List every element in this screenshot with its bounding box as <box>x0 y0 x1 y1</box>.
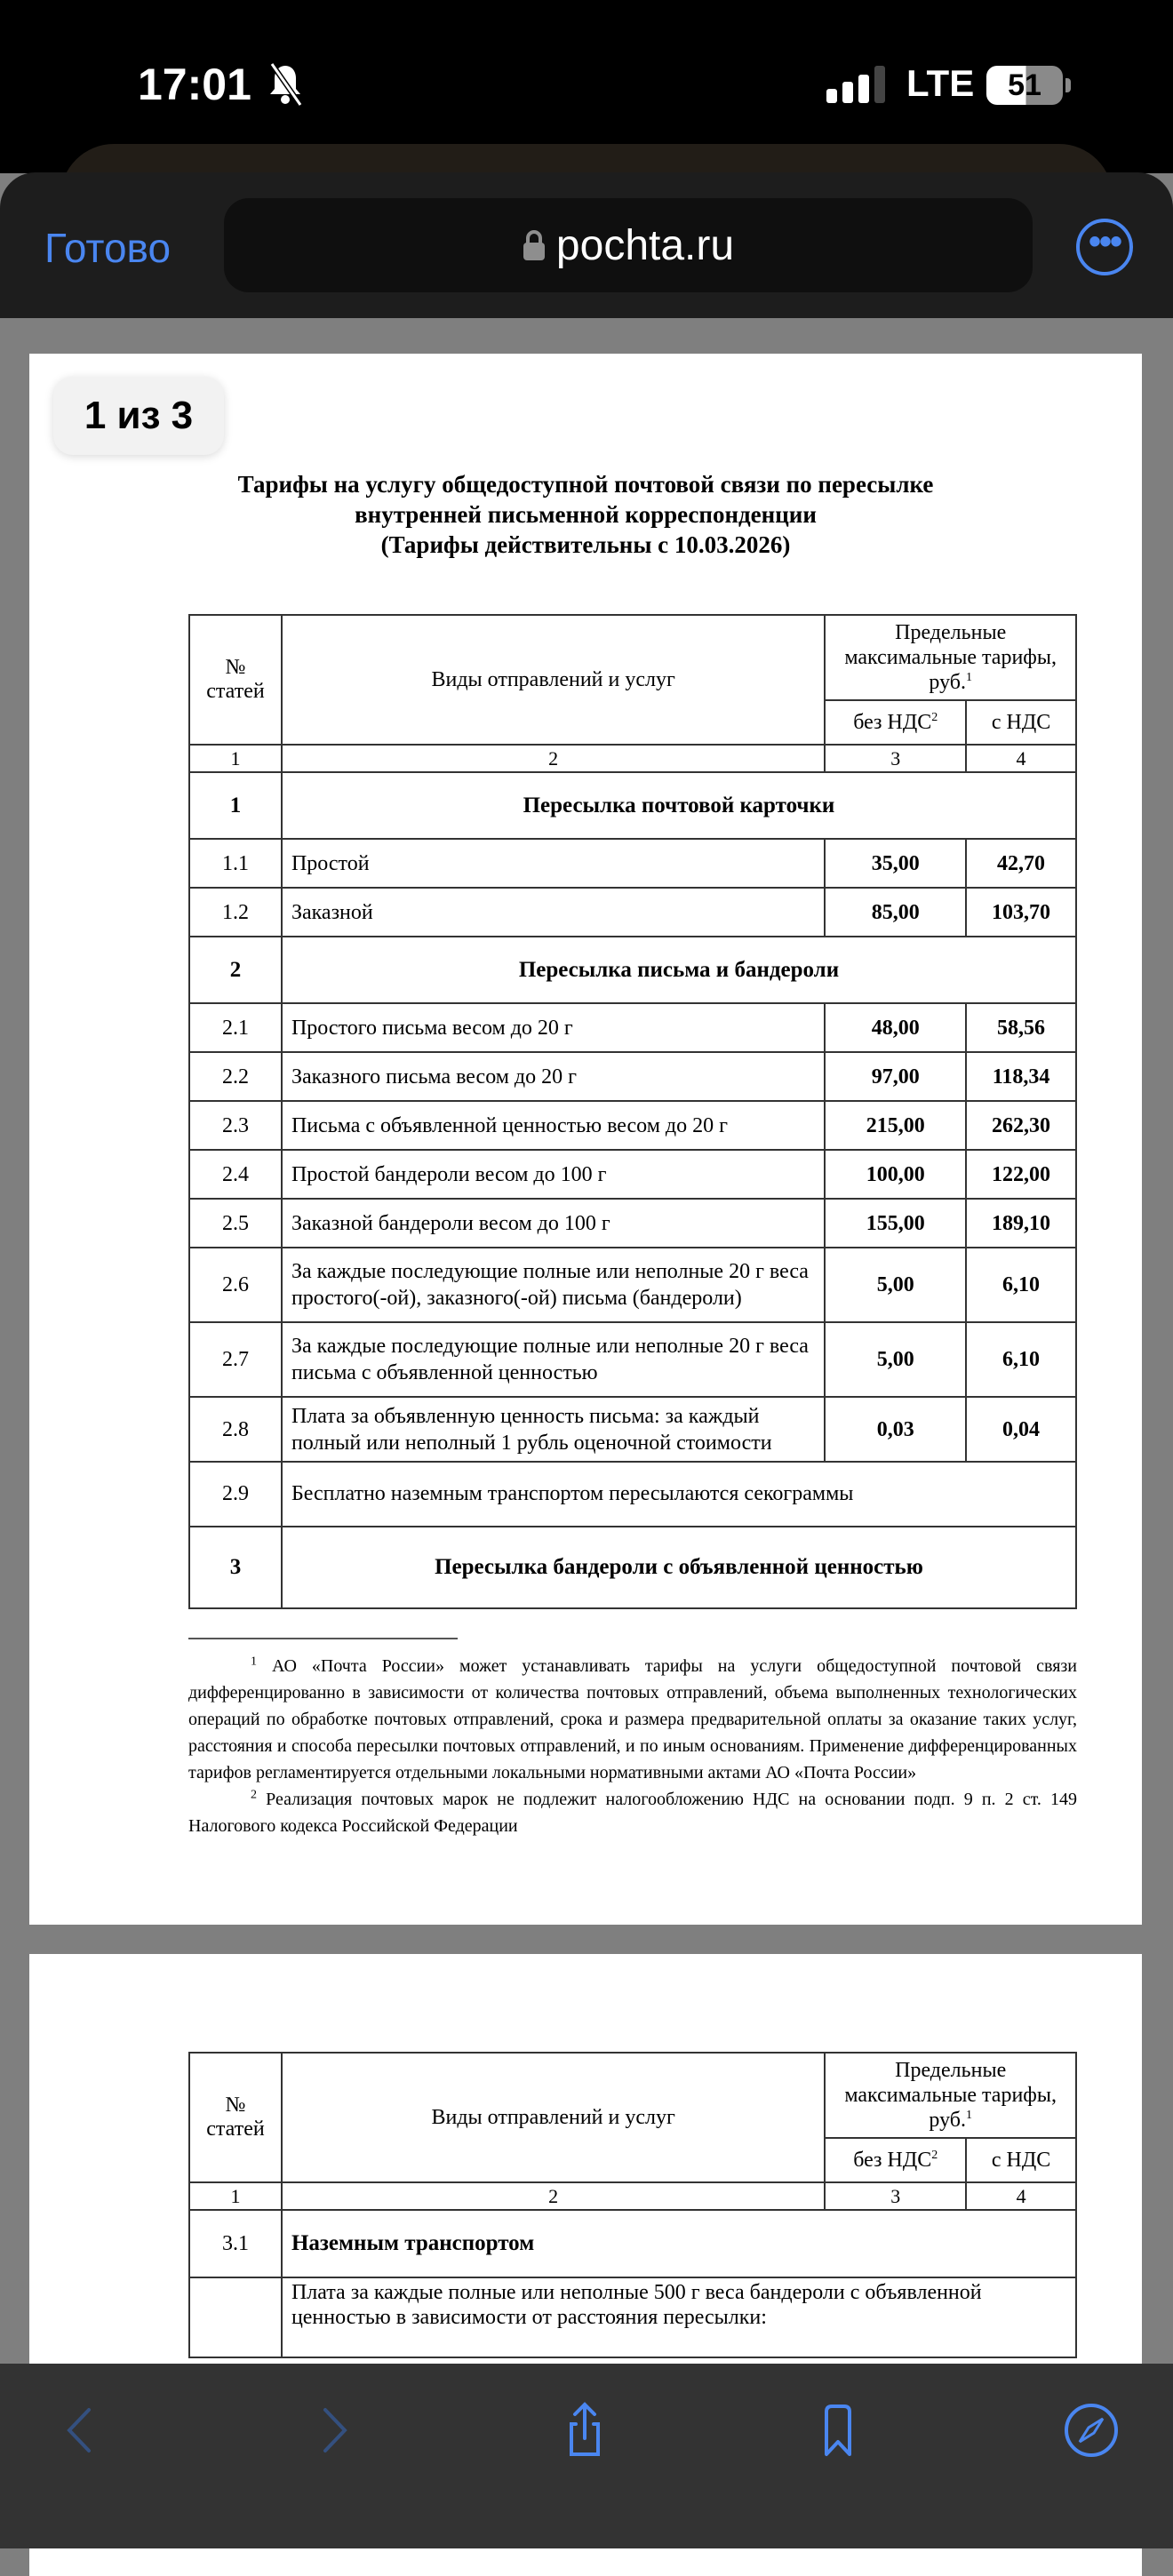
table-cell: Бесплатно наземным транспортом пересылаются секограммы <box>282 1462 1076 1527</box>
footnote-1: $^1$ АО «Почта России» может устанавливать тарифы на услуги общедоступной почтовой связи дифференцированно в зависимости от количества почтовых отправлений, объема выполненных технологических операций по обработке почтовых отправлений, срока и размера предварительной оплаты за оказание таких услуг, расстояния и способа пересылки почтовых отправлений, и по иным основаниям. Применение дифференцированных тарифов регламентируется отдельными локальными нормативными актами АО «Почта России» <box>188 1655 1078 1782</box>
table-cell: 2.7 <box>189 1322 282 1397</box>
done-button[interactable]: Готово <box>44 225 172 271</box>
table-cell: 5,00 <box>825 1248 966 1322</box>
table-cell: Плата за объявленную ценность письма: за каждый полный или неполный 1 рубль оценочной стоимости <box>282 1397 825 1462</box>
bookmarks-icon[interactable] <box>807 2399 869 2461</box>
title-line: (Тарифы действительны с 10.03.2026) <box>380 531 791 558</box>
table-cell: Наземным транспортом <box>282 2210 1076 2277</box>
url-text: pochta.ru <box>555 221 735 269</box>
table-cell: Пересылка почтовой карточки <box>282 772 1076 839</box>
table-cell: Плата за каждые полные или неполные 500 г веса бандероли с объявленной ценностью в зависимости от расстояния пересылки: <box>282 2277 1076 2357</box>
table-row <box>189 1199 1076 1248</box>
table-row <box>189 2277 1076 2357</box>
table-cell: 189,10 <box>966 1199 1076 1248</box>
title-line: внутренней письменной корреспонденции <box>355 501 817 528</box>
table-cell: За каждые последующие полные или неполные 20 г веса письма с объявленной ценностью <box>282 1322 825 1397</box>
header-num: № статей <box>189 2053 282 2182</box>
table-cell: 2.9 <box>189 1462 282 1527</box>
table-row <box>189 2210 1076 2277</box>
table-cell: 2.1 <box>189 1003 282 1052</box>
bell-slash-icon <box>267 62 304 107</box>
table-row <box>189 839 1076 888</box>
table-cell: 2.3 <box>189 1101 282 1150</box>
table-cell: Заказной <box>282 888 825 937</box>
table-row <box>189 1150 1076 1199</box>
more-options-button[interactable]: ••• <box>1076 219 1133 275</box>
table-cell: Простой бандероли весом до 100 г <box>282 1150 825 1199</box>
table-cell: 2.6 <box>189 1248 282 1322</box>
tariff-table-continued <box>188 2052 1077 2358</box>
table-cell: 2.2 <box>189 1052 282 1101</box>
table-cell: Простой <box>282 839 825 888</box>
table-cell: 155,00 <box>825 1199 966 1248</box>
table-cell: 215,00 <box>825 1101 966 1150</box>
column-number-row <box>189 745 1076 772</box>
header-max: Предельные максимальные тарифы, руб.$^1$ <box>825 615 1076 700</box>
table-row <box>189 888 1076 937</box>
table-cell: 2.5 <box>189 1199 282 1248</box>
section-row <box>189 937 1076 1003</box>
header-num: № статей <box>189 615 282 745</box>
column-number: 1 <box>189 2182 282 2210</box>
tariff-table <box>188 614 1077 1609</box>
table-cell: 35,00 <box>825 839 966 888</box>
status-time: 17:01 <box>138 60 251 109</box>
table-cell: 122,00 <box>966 1150 1076 1199</box>
table-cell: 2.4 <box>189 1150 282 1199</box>
table-cell: 1.1 <box>189 839 282 888</box>
table-row <box>189 1003 1076 1052</box>
header-no-vat: без НДС$^2$ <box>825 2138 966 2182</box>
pdf-page-1 <box>29 354 1142 1925</box>
table-cell: 1.2 <box>189 888 282 937</box>
table-cell: Пересылка бандероли с объявленной ценностью <box>282 1527 1076 1608</box>
table-cell: За каждые последующие полные или неполные 20 г веса простого(-ой), заказного(-ой) письма (бандероли) <box>282 1248 825 1322</box>
back-icon[interactable] <box>50 2399 112 2461</box>
battery-tip <box>1065 78 1071 92</box>
header-kind: Виды отправлений и услуг <box>282 615 825 745</box>
header-row <box>189 615 1076 700</box>
table-row <box>189 1322 1076 1397</box>
table-row <box>189 1101 1076 1150</box>
column-number: 3 <box>825 745 966 772</box>
column-number: 4 <box>966 745 1076 772</box>
table-cell: Заказной бандероли весом до 100 г <box>282 1199 825 1248</box>
section-row <box>189 1527 1076 1608</box>
header-vat: с НДС <box>966 700 1076 745</box>
table-cell: 2.8 <box>189 1397 282 1462</box>
table-row <box>189 1052 1076 1101</box>
table-cell: 2 <box>189 937 282 1003</box>
table-cell: 58,56 <box>966 1003 1076 1052</box>
signal-icon <box>826 66 885 103</box>
table-cell: 262,30 <box>966 1101 1076 1150</box>
table-cell: 118,34 <box>966 1052 1076 1101</box>
section-row <box>189 772 1076 839</box>
column-number-row <box>189 2182 1076 2210</box>
table-cell: 103,70 <box>966 888 1076 937</box>
table-cell: 0,03 <box>825 1397 966 1462</box>
column-number: 1 <box>189 745 282 772</box>
page-indicator: 1 из 3 <box>53 377 224 455</box>
table-cell: Пересылка письма и бандероли <box>282 937 1076 1003</box>
compass-icon[interactable] <box>1060 2399 1122 2461</box>
table-cell: 1 <box>189 772 282 839</box>
table-cell <box>189 2277 282 2357</box>
table-cell: 3.1 <box>189 2210 282 2277</box>
column-number: 2 <box>282 745 825 772</box>
table-row <box>189 1248 1076 1322</box>
footnote-divider <box>188 1638 458 1639</box>
header-max: Предельные максимальные тарифы, руб.$^1$ <box>825 2053 1076 2138</box>
document-title <box>29 469 1142 560</box>
footnotes <box>188 1653 1077 1839</box>
network-type: LTE <box>906 62 975 104</box>
table-cell: 6,10 <box>966 1322 1076 1397</box>
lock-icon <box>523 229 546 261</box>
table-cell: 6,10 <box>966 1248 1076 1322</box>
forward-icon[interactable] <box>302 2399 364 2461</box>
header-kind: Виды отправлений и услуг <box>282 2053 825 2182</box>
table-cell: 100,00 <box>825 1150 966 1199</box>
table-cell: Простого письма весом до 20 г <box>282 1003 825 1052</box>
table-row <box>189 1397 1076 1462</box>
table-cell: Заказного письма весом до 20 г <box>282 1052 825 1101</box>
battery-icon: 51 <box>986 66 1063 105</box>
table-cell: Письма с объявленной ценностью весом до 20 г <box>282 1101 825 1150</box>
header-no-vat: без НДС$^2$ <box>825 700 966 745</box>
table-cell: 97,00 <box>825 1052 966 1101</box>
table-cell: 3 <box>189 1527 282 1608</box>
footnote-2: $^2$ Реализация почтовых марок не подлежит налогообложению НДС на основании подп. 9 п. 2 ст. 149 Налогового кодекса Российской Федерации <box>188 1788 1077 1836</box>
share-icon[interactable] <box>554 2399 616 2461</box>
column-number: 2 <box>282 2182 825 2210</box>
title-line: Тарифы на услугу общедоступной почтовой связи по пересылке <box>237 471 934 498</box>
table-cell: 0,04 <box>966 1397 1076 1462</box>
header-vat: с НДС <box>966 2138 1076 2182</box>
table-cell: 42,70 <box>966 839 1076 888</box>
address-bar[interactable] <box>224 198 1033 292</box>
header-row <box>189 2053 1076 2138</box>
column-number: 3 <box>825 2182 966 2210</box>
table-cell: 85,00 <box>825 888 966 937</box>
column-number: 4 <box>966 2182 1076 2210</box>
table-cell: 5,00 <box>825 1322 966 1397</box>
table-row <box>189 1462 1076 1527</box>
table-cell: 48,00 <box>825 1003 966 1052</box>
